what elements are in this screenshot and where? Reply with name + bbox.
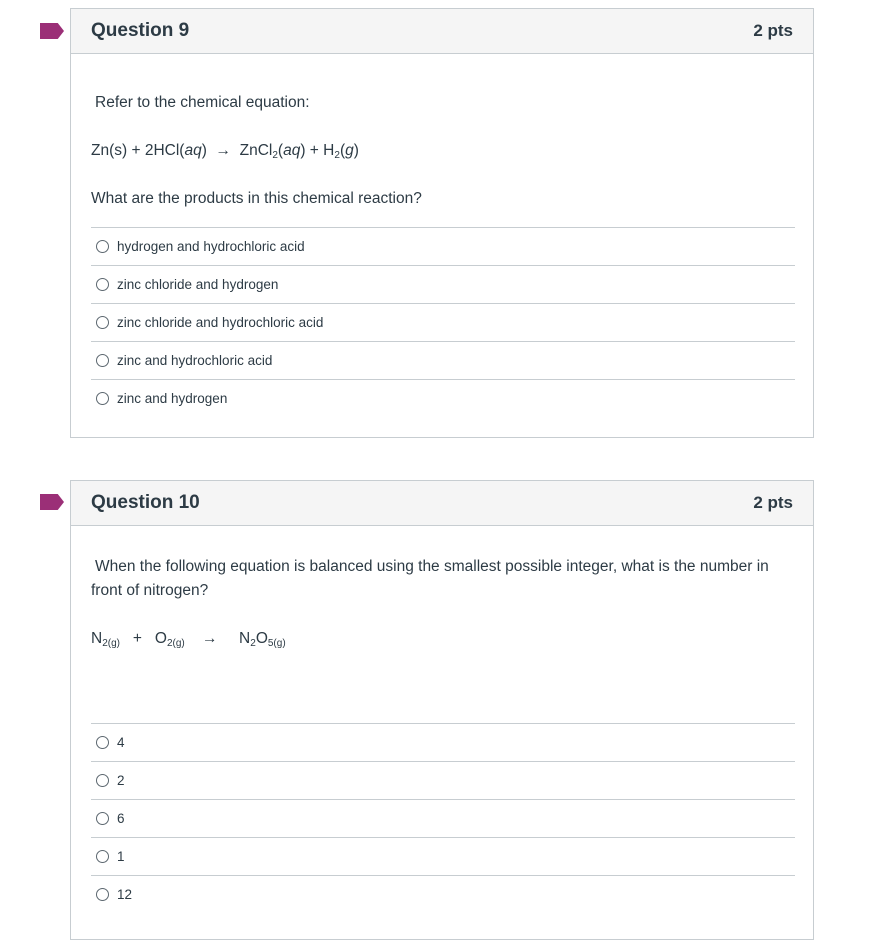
- radio-button[interactable]: [96, 240, 109, 253]
- question-points: 2 pts: [753, 493, 793, 512]
- question-flag-icon[interactable]: [40, 494, 64, 510]
- answer-label: 4: [117, 735, 125, 750]
- answer-label: zinc chloride and hydrochloric acid: [117, 315, 324, 330]
- answer-label: zinc chloride and hydrogen: [117, 277, 279, 292]
- radio-button[interactable]: [96, 812, 109, 825]
- answer-label: zinc and hydrochloric acid: [117, 353, 273, 368]
- reaction-arrow: →: [202, 630, 218, 647]
- answer-option[interactable]: [91, 723, 795, 761]
- question-9-card: [70, 8, 814, 438]
- answer-label: 1: [117, 849, 125, 864]
- answer-option[interactable]: [91, 875, 795, 913]
- chemical-equation: Zn(s) + 2HCl(aq) → ZnCl$_2$(aq) + $H_2(g)$: [91, 142, 359, 161]
- radio-button[interactable]: [96, 278, 109, 291]
- question-9-header: [71, 9, 813, 54]
- question-prompt-line-2: front of nitrogen?: [91, 582, 209, 599]
- answer-option[interactable]: [91, 799, 795, 837]
- answer-list: [91, 723, 795, 913]
- answer-label: hydrogen and hydrochloric acid: [117, 239, 305, 254]
- radio-button[interactable]: [96, 316, 109, 329]
- answer-option[interactable]: [91, 761, 795, 799]
- question-flag-icon[interactable]: [40, 23, 64, 39]
- question-prompt: Refer to the chemical equation:: [95, 94, 310, 111]
- question-title: Question 10: [91, 492, 200, 513]
- question-title: Question 9: [91, 20, 190, 41]
- reaction-arrow: →: [215, 142, 231, 159]
- question-points: 2 pts: [753, 21, 793, 40]
- answer-label: 2: [117, 773, 125, 788]
- radio-button[interactable]: [96, 888, 109, 901]
- answer-option[interactable]: [91, 265, 795, 303]
- chemical-equation: $N_{2(g)}$ + $O_{2(g)}$ → $N_2O_{5(g)}$: [91, 630, 286, 649]
- answer-option[interactable]: [91, 379, 795, 417]
- answer-label: 12: [117, 887, 133, 902]
- answer-option[interactable]: [91, 837, 795, 875]
- radio-button[interactable]: [96, 392, 109, 405]
- answer-option[interactable]: [91, 303, 795, 341]
- radio-button[interactable]: [96, 850, 109, 863]
- radio-button[interactable]: [96, 774, 109, 787]
- radio-button[interactable]: [96, 354, 109, 367]
- question-prompt-line-1: When the following equation is balanced using the smallest possible integer, what is the number in: [95, 558, 769, 575]
- answer-option[interactable]: [91, 341, 795, 379]
- question-10-card: [70, 480, 814, 940]
- answer-list: [91, 227, 795, 417]
- radio-button[interactable]: [96, 736, 109, 749]
- question-10-header: [71, 481, 813, 526]
- question-text: What are the products in this chemical reaction?: [91, 190, 422, 207]
- answer-label: zinc and hydrogen: [117, 391, 228, 406]
- answer-label: 6: [117, 811, 125, 826]
- answer-option[interactable]: [91, 227, 795, 265]
